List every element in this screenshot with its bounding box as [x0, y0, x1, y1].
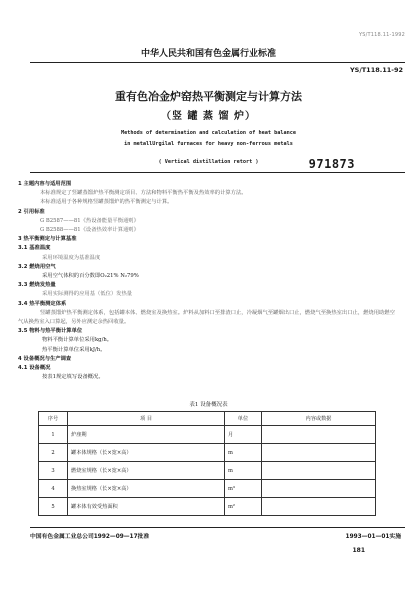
english-title-line-2: in metallUrgilal furnaces for heavy non-ferrous metals: [124, 141, 293, 147]
row-item: 炉座期: [68, 426, 225, 444]
subsection-text: 采用空气体积的百分数即O₂21% N₂79%: [42, 273, 139, 280]
reference-item: G B2587——81《热设备能量平衡通则》: [40, 217, 139, 224]
paragraph: 本标准规定了竖罐蒸馏炉热平衡测定项目、方法和物料平衡热平衡及热效率的计算方法。: [40, 190, 247, 197]
header-item: 项 目: [68, 412, 225, 426]
row-value: [262, 462, 376, 480]
table-caption: 表1 设备概况表: [189, 402, 228, 408]
table-row: [39, 498, 376, 516]
subsection-heading: 3.1 基准温度: [18, 245, 51, 252]
section-heading: 3 热平衡测定与计算基准: [18, 236, 77, 243]
row-unit: m²: [225, 498, 262, 516]
section-heading: 1 主题内容与适用范围: [18, 181, 72, 187]
english-title-line-3: ( Vertical distillation retort ): [158, 159, 259, 165]
title-rule: [30, 172, 405, 173]
doc-title: 重有色冶金炉窑热平衡测定与计算方法: [115, 90, 302, 103]
table-row: [39, 480, 376, 498]
subsection-text: 采用实际测得的应用基（低位）发热量: [42, 291, 133, 298]
header-unit: 单位: [225, 412, 262, 426]
row-value: [262, 444, 376, 462]
row-seq: 3: [39, 462, 68, 480]
row-seq: 4: [39, 480, 68, 498]
english-title-line-1: Methods of determination and calculation of heat balance: [121, 130, 296, 136]
section-heading: 4 设备概况与生产调查: [18, 355, 72, 362]
footer-rule: [30, 527, 405, 528]
row-item: 罐本体规格（长×宽×高）: [68, 444, 225, 462]
header-rule: [30, 62, 405, 63]
row-value: [262, 480, 376, 498]
table-header-row: [39, 412, 376, 426]
row-value: [262, 498, 376, 516]
reference-item: G B2588——81《设备热效率计算通则》: [40, 227, 139, 234]
doc-subtitle: （竖 罐 蒸 馏 炉）: [161, 111, 256, 122]
row-unit: m: [225, 462, 262, 480]
subsection-text: 热平衡计算单位采用kJ/h。: [42, 346, 106, 353]
effective-date: 1993—01—01实施: [345, 534, 401, 540]
row-value: [262, 426, 376, 444]
header-title: 中华人民共和国有色金属行业标准: [140, 49, 276, 59]
paragraph: 竖罐蒸馏炉热平衡测定体系，包括罐本体、燃烧室及换热室。炉料从加料口至排渣口止，冷凝烟气至罐烟出口止，燃烧气至换热室出口止，燃烧用助燃空气从换热室入口算起，另外应测定余热回收量。: [18, 309, 395, 326]
subsection-heading: 3.3 燃烧发热量: [18, 282, 56, 289]
row-item: 燃烧室规格（长×宽×高）: [68, 462, 225, 480]
row-item: 罐本体有效受热面积: [68, 498, 225, 516]
row-seq: 5: [39, 498, 68, 516]
table-row: [39, 444, 376, 462]
subsection-heading: 3.2 燃烧用空气: [18, 263, 56, 270]
row-seq: 2: [39, 444, 68, 462]
std-number: YS/T118.11-92: [349, 66, 403, 74]
row-unit: m: [225, 444, 262, 462]
table-row: [39, 426, 376, 444]
row-seq: 1: [39, 426, 68, 444]
subsection-heading: 3.4 热平衡测定体系: [18, 300, 67, 307]
subsection-text: 采用环境温度为基准温度: [42, 254, 101, 261]
std-code: YS/T118.11-1992: [359, 32, 405, 38]
approval-date: 中国有色金属工业总公司1992—09—17批准: [30, 534, 150, 540]
page-number: 181: [352, 547, 365, 554]
subsection-text: 物料平衡计算单位采用kg/h。: [42, 337, 113, 344]
equipment-table: [38, 411, 376, 516]
header-seq: 序号: [39, 412, 68, 426]
document-body: [18, 180, 397, 382]
doc-id-number: 971873: [308, 157, 355, 171]
row-item: 换热室规格（长×宽×高）: [68, 480, 225, 498]
subsection-text: 按表1规定填写设备概况。: [42, 374, 104, 381]
header-value: 内容或数据: [262, 412, 376, 426]
table-row: [39, 462, 376, 480]
subsection-heading: 4.1 设备概况: [18, 365, 51, 372]
section-heading: 2 引用标准: [18, 208, 45, 215]
paragraph: 本标准适用于各种规格竖罐蒸馏炉的热平衡测定与计算。: [40, 199, 173, 206]
row-unit: 月: [225, 426, 262, 444]
row-unit: m³: [225, 480, 262, 498]
subsection-heading: 3.5 物料与热平衡计算单位: [18, 328, 83, 335]
